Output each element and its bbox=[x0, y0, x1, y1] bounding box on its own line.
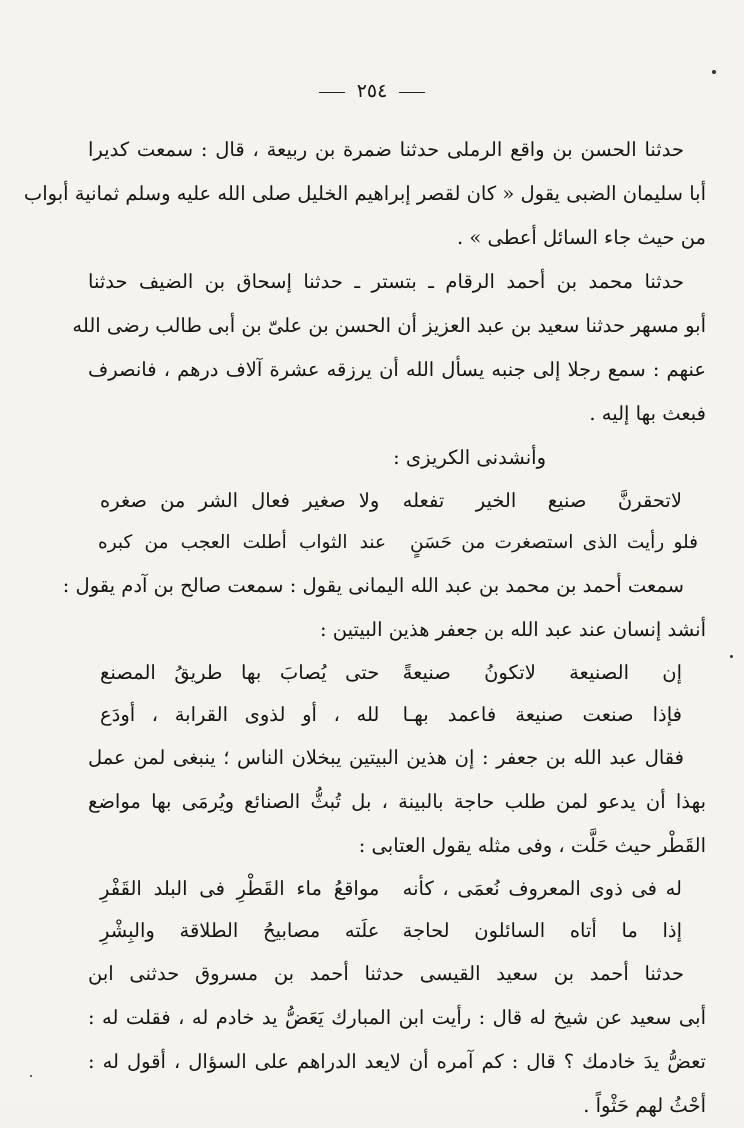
paper-speck bbox=[712, 70, 716, 74]
verse-second-hemistich: عند الثواب أطلت العجب من كبره bbox=[98, 532, 386, 553]
verse-first-hemistich: له فى ذوى المعروف نُعمَى ، كأنه bbox=[402, 877, 682, 900]
text-line: أنشد إنسان عند عبد الله بن جعفر هذين البيتين : bbox=[319, 618, 706, 641]
paper-speck bbox=[30, 1075, 32, 1077]
verse-first-hemistich: إن الصنيعة لاتكونُ صنيعةً bbox=[402, 661, 682, 684]
poem-verse bbox=[88, 652, 706, 694]
verse-first-hemistich: إذا ما أتاه السائلون لحاجة bbox=[402, 919, 682, 942]
verse-second-hemistich: حتى يُصابَ بها طريقُ المصنع bbox=[100, 661, 380, 684]
verse-first-hemistich: لاتحقرنَّ صنيع الخير تفعله bbox=[402, 489, 682, 512]
verse-second-hemistich: ولا صغير فعال الشر من صغره bbox=[100, 489, 380, 512]
verse-first-hemistich: فإذا صنعت صنيعة فاعمد بهـا bbox=[402, 703, 682, 726]
verse-first-hemistich: فلو رأيت الذى استصغرت من حَسَنٍ bbox=[410, 532, 698, 553]
poem-verse bbox=[88, 480, 706, 522]
page-number-dash-left bbox=[319, 92, 345, 93]
text-line: بهذا أن يدعو لمن طلب حاجة بالبينة ، بل تُبثُّ الصنائع ويُرمَى بها مواضع bbox=[88, 790, 706, 813]
text-line: حدثنا أحمد بن سعيد القيسى حدثنا أحمد بن مسروق حدثنى ابن bbox=[88, 962, 684, 985]
text-line: أبى سعيد عن شيخ له قال : رأيت ابن المبارك يَعَضُّ يد خادم له ، فقلت له : bbox=[88, 1006, 706, 1029]
poem-verse bbox=[88, 694, 706, 736]
text-line: القَطْر حيث حَلَّت ، وفى مثله يقول العتابى : bbox=[358, 834, 706, 857]
text-line: فقال عبد الله بن جعفر : إن هذين البيتين يبخلان الناس ؛ ينبغى لمن عمل bbox=[88, 746, 684, 769]
text-line: عنهم : سمع رجلا إلى جنبه يسأل الله أن يرزقه عشرة آلاف درهم ، فانصرف bbox=[88, 358, 706, 381]
text-line: سمعت أحمد بن محمد بن عبد الله اليمانى يقول : سمعت صالح بن آدم يقول : bbox=[62, 574, 684, 597]
text-line: فبعث بها إليه . bbox=[589, 402, 706, 425]
page-number-text: ٢٥٤ bbox=[356, 80, 388, 102]
verse-second-hemistich: مواقعُ ماء القَطْرِ فى البلد القَفْرِ bbox=[100, 877, 380, 900]
poem-verse bbox=[88, 868, 706, 910]
text-line: أبو مسهر حدثنا سعيد بن عبد العزيز أن الحسن بن علىّ بن أبى طالب رضى الله bbox=[72, 314, 706, 337]
page-body-text bbox=[23, 128, 706, 1128]
verse-second-hemistich: لله ، أو لذوى القرابة ، أودَع bbox=[100, 703, 380, 726]
page-number bbox=[0, 80, 744, 102]
poem-verse bbox=[88, 910, 706, 952]
text-line: حدثنا الحسن بن واقع الرملى حدثنا ضمرة بن ربيعة ، قال : سمعت كديرا bbox=[88, 138, 684, 161]
text-line: من حيث جاء السائل أعطى » . bbox=[456, 226, 706, 249]
page-number-dash-right bbox=[399, 92, 425, 93]
text-line: وأنشدنى الكريزى : bbox=[393, 446, 546, 469]
paper-speck bbox=[730, 655, 733, 658]
verse-second-hemistich: علَته مصابيحُ الطلاقة والبِشْرِ bbox=[100, 919, 380, 942]
text-line: أحْثُ لهم حَثْواً . bbox=[583, 1094, 706, 1117]
text-line: أبا سليمان الضبى يقول « كان لقصر إبراهيم الخليل صلى الله عليه وسلم ثمانية أبواب bbox=[23, 182, 706, 205]
text-line: حدثنا محمد بن أحمد الرقام ـ بتستر ـ حدثنا إسحاق بن الضيف حدثنا bbox=[88, 270, 684, 293]
poem-verse bbox=[88, 522, 706, 564]
text-line: تعضُّ يدَ خادمك ؟ قال : كم آمره أن لايعد الدراهم على السؤال ، أقول له : bbox=[88, 1050, 706, 1073]
